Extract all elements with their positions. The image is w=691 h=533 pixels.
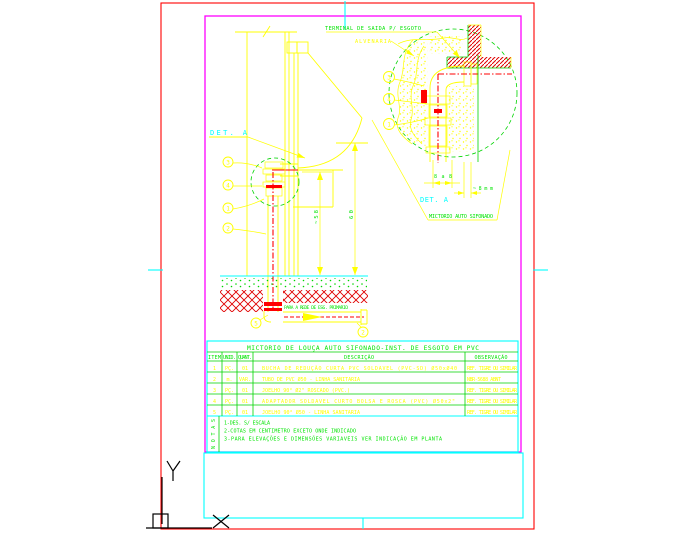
cell-unid: PÇ.	[224, 399, 235, 405]
callout-4: 4	[226, 182, 230, 190]
cell-quant: 01	[241, 366, 249, 372]
detail-view	[325, 25, 517, 220]
notes-block	[211, 419, 442, 449]
det-a-label-detail: DET. A	[420, 196, 448, 204]
col-item: ITEM	[208, 355, 221, 361]
cell-item: 2	[212, 377, 217, 383]
cell-item: 5	[212, 410, 217, 416]
col-quant: QUANT.	[238, 355, 252, 361]
main-section-view	[209, 26, 368, 337]
col-unid: UNID.	[223, 355, 236, 361]
mictorio-label: MICTORIO AUTO SIFONADO	[429, 214, 493, 220]
note-2: 2-COTAS EM CENTIMETRO EXCETO ONDE INDICADO	[224, 428, 356, 435]
slab-hatch-left	[220, 290, 263, 312]
cell-quant: 01	[241, 410, 249, 416]
alvenaria-label: ALVENARIA	[355, 39, 391, 45]
callout-3: 3	[226, 159, 230, 167]
terminal-label: TERMINAL DE SAIDA P/ ESGOTO	[325, 26, 421, 32]
flow-arrow	[303, 313, 322, 321]
notas-label: NOTAS	[211, 419, 217, 449]
dim-8mm-label: ~8mm	[473, 186, 493, 192]
callout-5: 5	[254, 320, 258, 328]
table-row-4	[213, 398, 518, 405]
table-row-5	[213, 409, 518, 416]
callout-d3: 3	[387, 74, 391, 82]
callout-1: 1	[226, 205, 230, 213]
dim-58-label: ~58	[314, 210, 320, 224]
cell-quant: 01	[241, 399, 249, 405]
cell-quant: VAR.	[238, 377, 252, 383]
title-block-empty-box	[204, 453, 523, 518]
para-rede-label: PARA A REDE DE ESG. PRIMARIO	[284, 306, 348, 311]
main-dimensions	[302, 143, 358, 275]
hanger-bracket	[287, 42, 297, 53]
cell-item: 3	[212, 388, 217, 394]
cell-unid: PÇ.	[224, 366, 235, 372]
table-row-2	[213, 376, 501, 383]
cell-item: 1	[212, 366, 217, 372]
joint-seal	[266, 185, 282, 188]
cell-descricao: ADAPTADOR SOLDAVEL CURTO BOLSA E ROSCA (PVC) Ø50x2"	[262, 399, 455, 405]
cell-observacao: NBR-5688 ABNT	[467, 377, 501, 383]
plot-borders	[148, 1, 548, 529]
waste-pipe-fittings	[263, 162, 298, 312]
spec-table	[207, 341, 518, 452]
cell-observacao: REF. TIGRE OU SIMILAR	[467, 399, 517, 405]
hanger-bracket	[297, 42, 308, 53]
table-title: MICTORIO DE LOUÇA AUTO SIFONADO-INST. DE ESGOTO EM PVC	[247, 345, 479, 352]
y-axis-glyph	[167, 461, 180, 481]
det-a-label-main: DET. A	[210, 129, 247, 137]
urinal-profile	[293, 53, 368, 207]
detail-reference	[209, 129, 305, 206]
wall-section	[235, 26, 308, 276]
soil-stipple	[221, 278, 367, 289]
slab-hatch-right	[283, 290, 368, 303]
cell-item: 4	[212, 399, 217, 405]
drawing-frame-magenta	[205, 16, 521, 452]
x-axis-glyph	[213, 515, 229, 528]
ucs-axis-icon	[146, 461, 229, 528]
col-descricao: DESCRIÇÃO	[344, 355, 374, 361]
cell-descricao: TUBO DE PVC Ø50 - LINHA SANITARIA	[262, 377, 360, 383]
callout-d1: 1	[387, 121, 391, 129]
col-observacao: OBSERVAÇÃO	[474, 355, 508, 361]
cell-quant: 01	[241, 388, 249, 394]
cell-unid: m.	[226, 377, 233, 383]
callout-2: 2	[226, 225, 230, 233]
note-3: 3-PARA ELEVAÇÕES E DIMENSÕES VARIAVEIS VER INDICAÇÃO EM PLANTA	[224, 436, 442, 443]
dim-60-label: 60	[349, 210, 355, 219]
cell-unid: PÇ.	[224, 388, 235, 394]
detail-dimensions	[424, 160, 493, 198]
cell-unid: PÇ.	[224, 410, 235, 416]
cell-observacao: REF. TIGRE OU SIMILAR	[467, 366, 517, 372]
cell-observacao: REF. TIGRE OU SIMILAR	[467, 388, 517, 394]
note-1: 1-DES. S/ ESCALA	[224, 420, 270, 427]
cell-descricao: JOELHO 90° Ø2" ROSCADO (PVC.)	[262, 388, 350, 394]
cell-observacao: REF. TIGRE OU SIMILAR	[467, 410, 517, 416]
dim-8a8-label: 8 a 8	[434, 174, 452, 180]
callout-2b: 2	[361, 329, 365, 337]
cell-descricao: BUCHA DE REDUÇÃO CURTA PVC SOLDAVEL (PVC-SD) Ø50xØ40	[262, 366, 458, 372]
callout-d4: 4	[387, 96, 391, 104]
table-row-1	[213, 365, 518, 372]
table-row-3	[213, 387, 518, 394]
cell-descricao: JOELHO 90° Ø50 - LINHA SANITARIA	[262, 410, 360, 416]
seal-detail	[421, 90, 427, 103]
